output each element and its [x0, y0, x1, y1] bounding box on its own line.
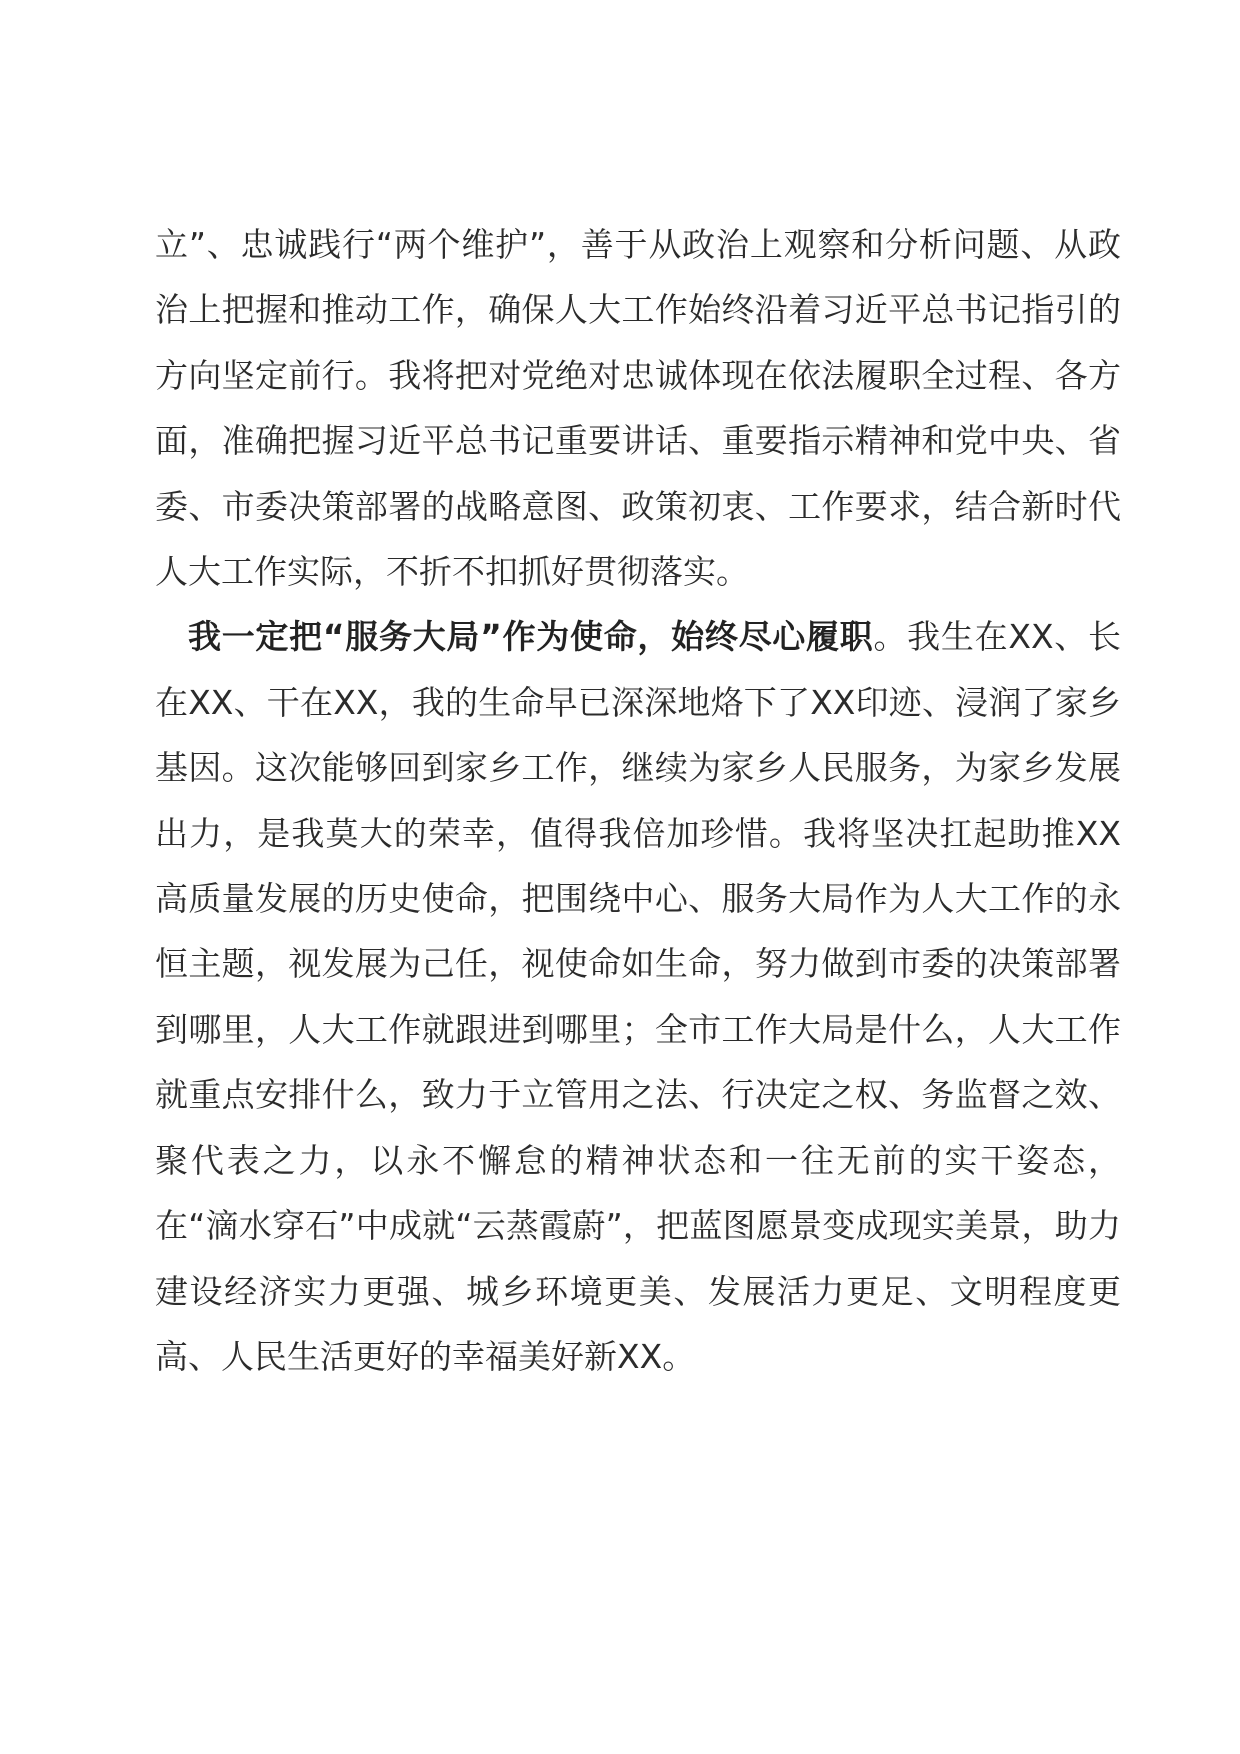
paragraph-2: [155, 604, 1121, 1389]
paragraph-1: [155, 212, 1121, 604]
paragraph-1-text: 立”、忠诚践行“两个维护”，善于从政治上观察和分析问题、从政治上把握和推动工作，确保人大工作始终沿着习近平总书记指引的方向坚定前行。我将把对党绝对忠诚体现在依法履职全过程、各方面，准确把握习近平总书记重要讲话、重要指示精神和党中央、省委、市委决策部署的战略意图、政策初衷、工作要求，结合新时代人大工作实际，不折不扣抓好贯彻落实。: [155, 225, 1121, 592]
paragraph-2-text: 。我生在XX、长在XX、干在XX，我的生命早已深深地烙下了XX印迹、浸润了家乡基因。这次能够回到家乡工作，继续为家乡人民服务，为家乡发展出力，是我莫大的荣幸，值得我倍加珍惜。我将坚决扛起助推XX高质量发展的历史使命，把围绕中心、服务大局作为人大工作的永恒主题，视发展为己任，视使命如生命，努力做到市委的决策部署到哪里，人大工作就跟进到哪里；全市工作大局是什么，人大工作就重点安排什么，致力于立管用之法、行决定之权、务监督之效、聚代表之力，以永不懈怠的精神状态和一往无前的实干姿态，在“滴水穿石”中成就“云蒸霞蔚”，把蓝图愿景变成现实美景，助力建设经济实力更强、城乡环境更美、发展活力更足、文明程度更高、人民生活更好的幸福美好新XX。: [155, 617, 1121, 1376]
paragraph-2-lead: 我一定把“服务大局”作为使命，始终尽心履职: [188, 617, 874, 657]
body-text: [155, 212, 1121, 1389]
